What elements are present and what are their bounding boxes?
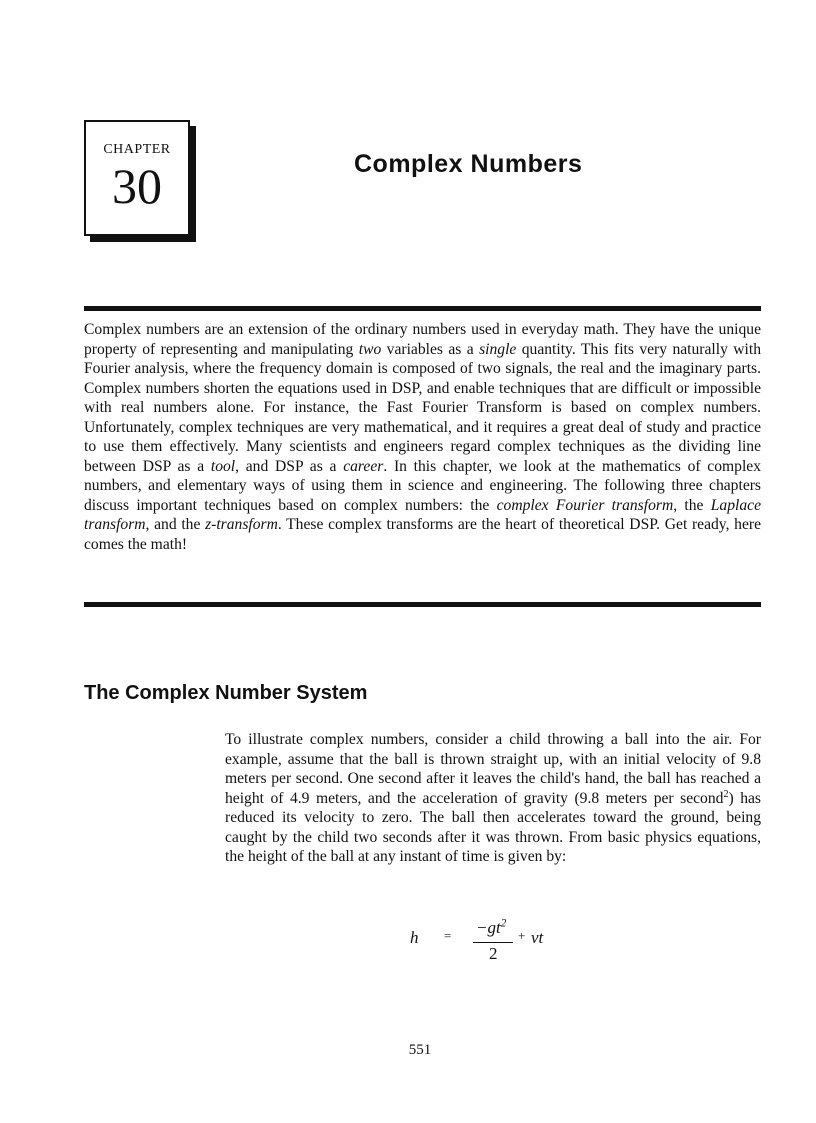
emphasis-single: single — [479, 340, 517, 358]
equation-plus: + — [518, 928, 526, 943]
equation-numerator: $-gt^2$ — [476, 917, 507, 937]
chapter-title: Complex Numbers — [354, 150, 583, 178]
equation-vt: vt — [531, 928, 544, 947]
chapter-box — [84, 120, 190, 236]
emphasis-tool: tool — [210, 457, 236, 475]
chapter-label: CHAPTER — [103, 142, 171, 157]
emphasis-complex-fourier: complex Fourier transform — [496, 496, 674, 514]
fraction-bar — [473, 942, 513, 943]
body-paragraph: To illustrate complex numbers, consider a child throwing a ball into the air. For example, assume that the ball is thrown straight up, with an initial velocity of 9.8 meters per second. One second after it leaves the child's hand, the ball has reached a height of 4.9 meters, and the acceleration of gravity (9.8 meters per second$^2$) has reduced its velocity to zero. The ball then accelerates toward the ground, being caught by the child two seconds after it was thrown. From basic physics equations, the height of the ball at any instant of time is given by: — [225, 731, 761, 865]
equation-denominator: 2 — [489, 944, 498, 963]
emphasis-z-transform: z-transform — [205, 516, 278, 533]
top-rule — [84, 306, 761, 311]
equation-equals: = — [444, 928, 452, 943]
height-equation — [410, 918, 560, 968]
intro-paragraph: Complex numbers are an extension of the ordinary numbers used in everyday math. They have the unique property of representing and manipulating two variables as a single quantity. This fits very naturally with Fourier analysis, where the frequency domain is composed of two signals, the real and the imaginary parts. Complex numbers shorten the equations used in DSP, and enable techniques that are difficult or impossible with real numbers alone. For instance, the Fast Fourier Transform is based on complex numbers. Unfortunately, complex techniques are very mathematical, and it requires a great deal of study and practice to use them effectively. Many scientists and engineers regard complex techniques as the dividing line between DSP as a tool, and DSP as a career. In this chapter, we look at the mathematics of complex numbers, and elementary ways of using them in science and engineering. The following three chapters discuss important techniques based on complex numbers: the complex Fourier transform, the Laplace transform, and the z-transform. These complex transforms are the heart of theoretical DSP. Get ready, here comes the math! — [84, 321, 761, 553]
page-number: 551 — [408, 1042, 432, 1058]
chapter-number: 30 — [112, 158, 162, 214]
emphasis-two: two — [358, 340, 382, 358]
section-title: The Complex Number System — [84, 682, 368, 704]
emphasis-career: career — [343, 457, 384, 475]
equation-lhs: h — [410, 928, 419, 947]
bottom-rule — [84, 602, 761, 607]
emphasis-laplace: Laplace transform — [84, 496, 761, 533]
